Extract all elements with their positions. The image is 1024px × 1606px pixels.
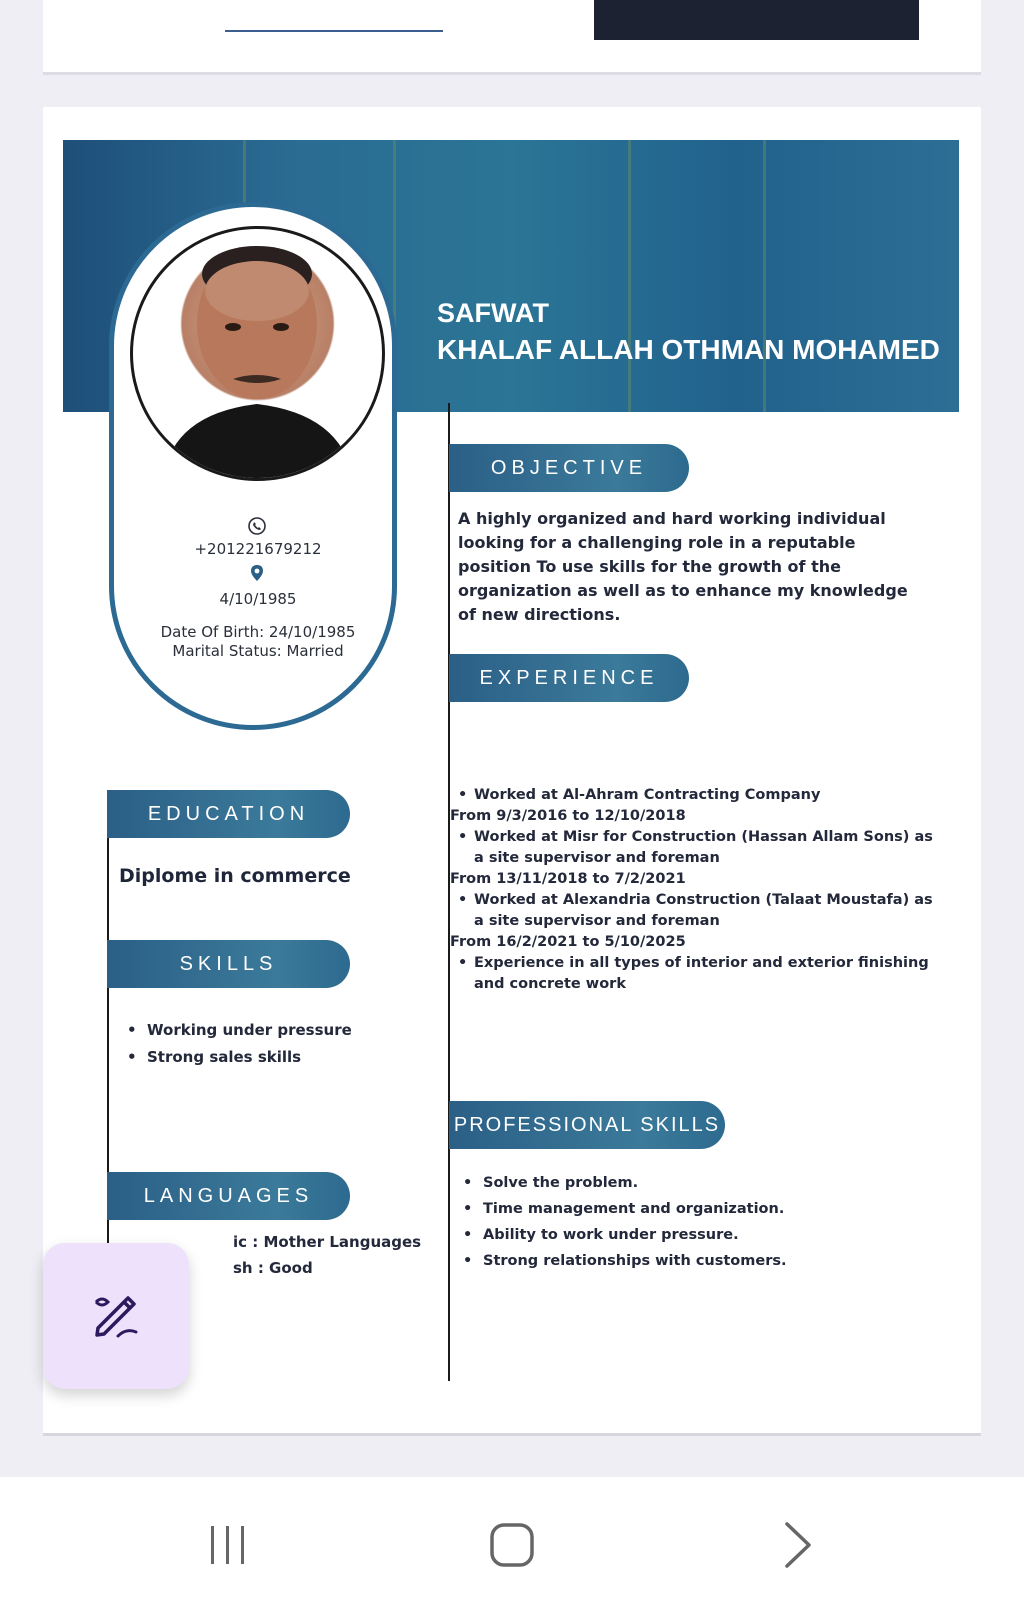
contact-marital-status: Marital Status: Married — [172, 642, 344, 660]
list-item: • Strong relationships with customers. — [463, 1248, 787, 1274]
experience-dates: From 13/11/2018 to 7/2/2021 — [450, 871, 686, 887]
edit-fab-button[interactable] — [43, 1243, 189, 1389]
objective-text: A highly organized and hard working individual looking for a challenging role in a reputable position To use skills for the growth of the organization as well as to enhance my knowledge of new directions. — [458, 509, 908, 624]
skills-list — [127, 1017, 352, 1071]
recents-button[interactable] — [188, 1505, 268, 1585]
banner-streak — [628, 140, 631, 412]
experience-item: • Worked at Misr for Construction (Hassan Allam Sons) as a site supervisor and foreman — [450, 827, 936, 869]
name-last: KHALAF ALLAH OTHMAN MOHAMED — [437, 334, 940, 366]
section-education: EDUCATION — [107, 790, 350, 838]
experience-item: • Experience in all types of interior and exterior finishing and concrete work — [450, 953, 936, 995]
section-skills: SKILLS — [107, 940, 350, 988]
home-icon — [487, 1520, 537, 1570]
contact-location: 4/10/1985 — [219, 590, 297, 608]
list-item: • Solve the problem. — [463, 1170, 787, 1196]
recents-icon — [203, 1520, 253, 1570]
list-item: • Time management and organization. — [463, 1196, 787, 1222]
banner-streak — [763, 140, 766, 412]
language-arabic: ic : Mother Languages — [233, 1233, 422, 1251]
section-experience: EXPERIENCE — [449, 654, 689, 702]
experience-dates: From 9/3/2016 to 12/10/2018 — [450, 808, 686, 824]
section-languages: LANGUAGES — [107, 1172, 350, 1220]
home-button[interactable] — [472, 1505, 552, 1585]
section-objective: OBJECTIVE — [449, 444, 689, 492]
list-item: • Strong sales skills — [127, 1044, 352, 1071]
list-item: • Working under pressure — [127, 1017, 352, 1044]
list-item: • Ability to work under pressure. — [463, 1222, 787, 1248]
section-professional-skills: PROFESSIONAL SKILLS — [449, 1101, 725, 1149]
experience-item: • Worked at Alexandria Construction (Talaat Moustafa) as a site supervisor and foreman — [450, 890, 936, 932]
experience-list — [450, 785, 936, 995]
profile-photo — [130, 226, 385, 481]
location-pin-icon — [248, 564, 266, 582]
pen-sparkle-icon — [88, 1288, 144, 1344]
previous-page — [43, 0, 981, 75]
experience-item: • Worked at Al-Ahram Contracting Company — [450, 785, 936, 806]
phone-icon — [248, 517, 266, 535]
system-nav-bar — [0, 1477, 1024, 1606]
previous-page-dark-block — [594, 0, 919, 40]
experience-dates: From 16/2/2021 to 5/10/2025 — [450, 934, 686, 950]
name-first: SAFWAT — [437, 298, 549, 328]
back-button[interactable] — [758, 1505, 838, 1585]
contact-phone: +201221679212 — [194, 540, 322, 558]
document-page[interactable] — [43, 107, 981, 1436]
candidate-name — [437, 297, 940, 367]
contact-dob: Date Of Birth: 24/10/1985 — [160, 623, 356, 641]
previous-page-divider — [225, 30, 443, 32]
education-text: Diplome in commerce — [119, 865, 351, 887]
professional-skills-list — [463, 1170, 787, 1274]
back-chevron-icon — [773, 1520, 823, 1570]
language-english: sh : Good — [233, 1259, 313, 1277]
